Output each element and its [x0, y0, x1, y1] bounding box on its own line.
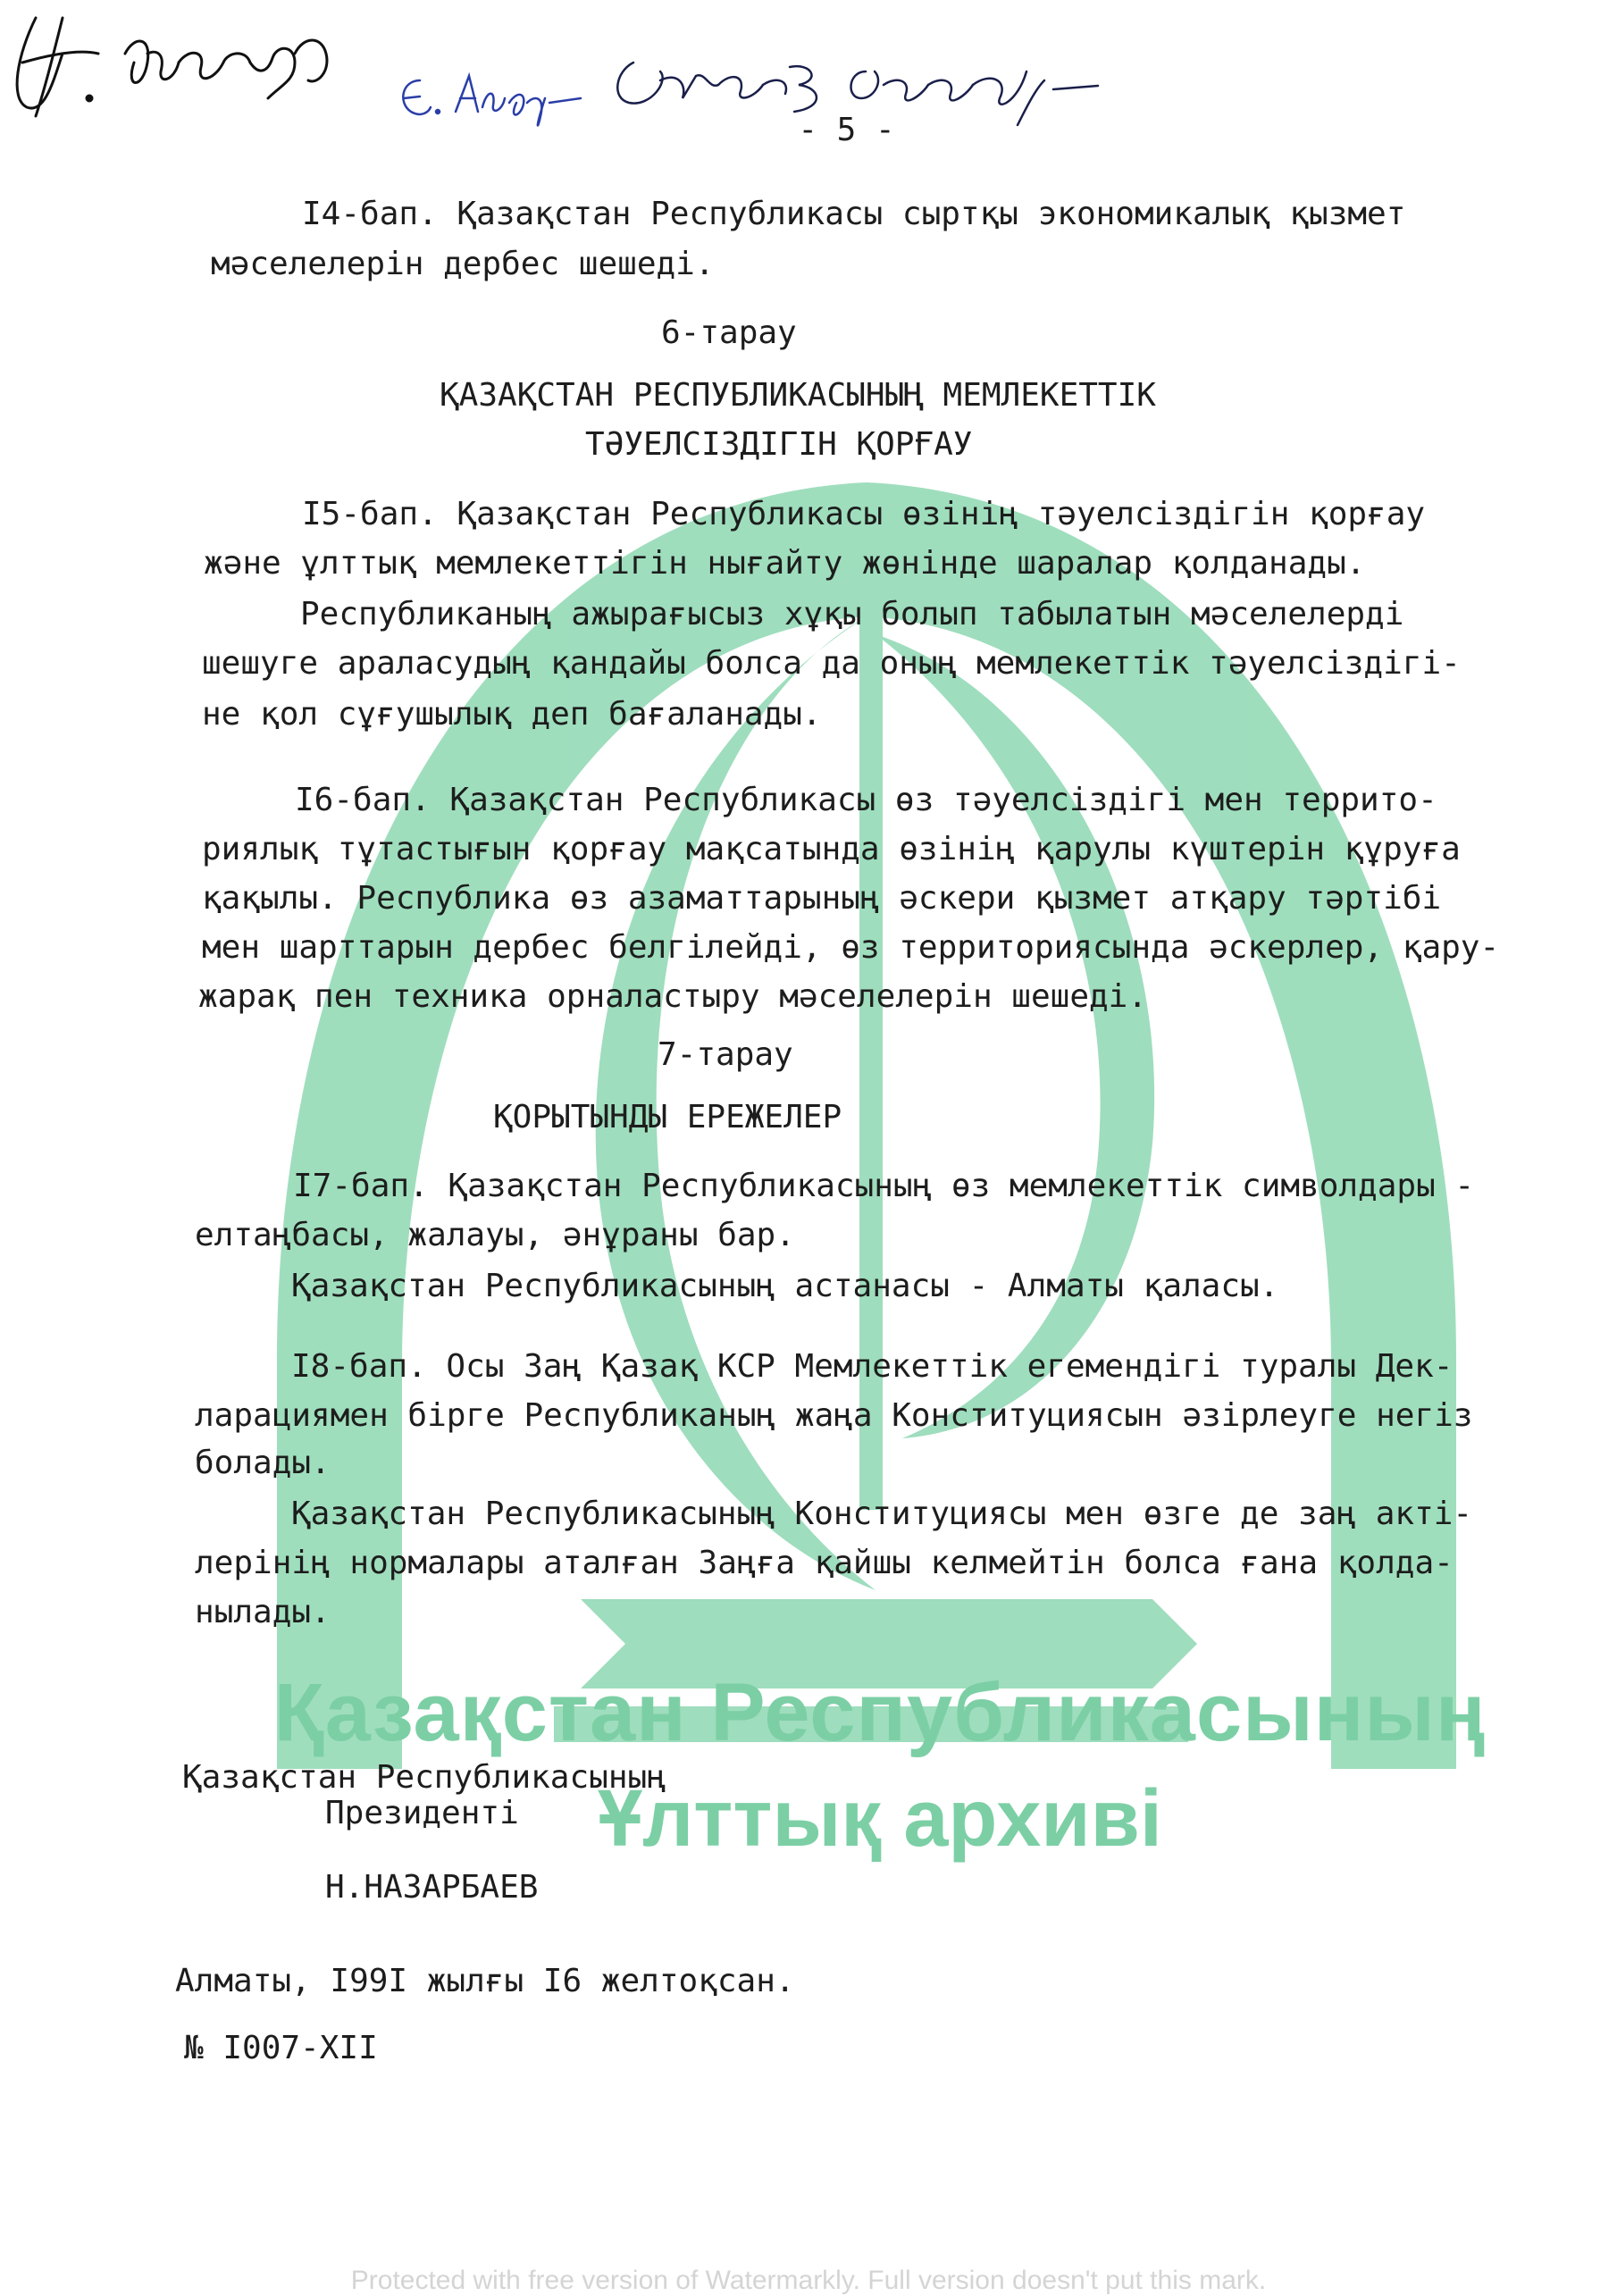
article-16-line: жарақ пен техника орналастыру мәселелерін шешеді.: [198, 978, 1148, 1015]
page-number: - 5 -: [798, 112, 895, 148]
article-14-line: мәселелерін дербес шешеді.: [211, 246, 715, 282]
chapter-7-title: ҚОРЫТЫНДЫ ЕРЕЖЕЛЕР: [493, 1099, 842, 1135]
article-18-line: болады.: [195, 1445, 331, 1481]
chapter-6-label: 6-тарау: [661, 314, 797, 351]
article-16-line: риялық тұтастығын қорғау мақсатында өзінің қарулы күштерін құруға: [202, 831, 1461, 867]
article-17-line: I7-бап. Қазақстан Республикасының өз мемлекеттік символдары -: [293, 1168, 1475, 1204]
article-16-line: мен шарттарын дербес белгілейді, өз территориясында әскерлер, қару-: [202, 929, 1500, 966]
article-17-line: Қазақстан Республикасының астанасы - Алматы қаласы.: [291, 1268, 1279, 1304]
article-18-line: Қазақстан Республикасының Конституциясы мен өзге де заң акті-: [291, 1496, 1473, 1532]
chapter-6-title-line: ТӘУЕЛСІЗДІГІН ҚОРҒАУ: [585, 426, 973, 463]
article-18-line: лерінің нормалары аталған Заңға қайшы келмейтін болса ғана қолда-: [195, 1545, 1454, 1581]
place-and-date: Алматы, I99I жылғы I6 желтоқсан.: [175, 1963, 795, 1999]
article-14-line: I4-бап. Қазақстан Республикасы сыртқы экономикалық қызмет: [302, 196, 1406, 232]
watermark-subtitle: Ұлттық архиві: [598, 1774, 1162, 1864]
article-15-line: не қол сұғушылық деп бағаланады.: [202, 696, 822, 733]
watermark-title: Қазақстан Республикасының: [273, 1667, 1487, 1758]
article-15-line: Республиканың ажырағысыз хұқы болып табылатын мәселелерді: [300, 596, 1404, 633]
article-18-line: ларациямен бірге Республиканың жаңа Конституциясын әзірлеуге негіз: [195, 1397, 1473, 1434]
article-16-line: қақылы. Республика өз азаматтарының әскери қызмет атқару тәртібі: [202, 880, 1442, 917]
signatory-title: Қазақстан Республикасының: [182, 1759, 666, 1796]
article-15-line: және ұлттық мемлекеттігін нығайту жөнінде шаралар қолданады.: [204, 545, 1366, 582]
signatory-position: Президенті: [325, 1795, 519, 1831]
chapter-6-title-line: ҚАЗАҚСТАН РЕСПУБЛИКАСЫНЫҢ МЕМЛЕКЕТТІК: [440, 377, 1156, 414]
document-number: № I007-XII: [184, 2030, 378, 2066]
signatory-name: Н.НАЗАРБАЕВ: [325, 1869, 539, 1906]
watermark-protection-note: Protected with free version of Watermarkly. Full version doesn't put this mark.: [350, 2266, 1267, 2295]
article-15-line: шешуге араласудың қандайы болса да оның мемлекеттік тәуелсіздігі-: [202, 645, 1461, 682]
chapter-7-label: 7-тарау: [658, 1036, 793, 1073]
article-16-line: I6-бап. Қазақстан Республикасы өз тәуелсіздігі мен террито-: [295, 782, 1437, 818]
article-15-line: I5-бап. Қазақстан Республикасы өзінің тәуелсіздігін қорғау: [302, 496, 1426, 532]
article-18-line: нылады.: [195, 1594, 331, 1630]
article-18-line: I8-бап. Осы Заң Қазақ КСР Мемлекеттік егемендігі туралы Дек-: [291, 1348, 1454, 1385]
article-17-line: елтаңбасы, жалауы, әнұраны бар.: [195, 1217, 795, 1253]
